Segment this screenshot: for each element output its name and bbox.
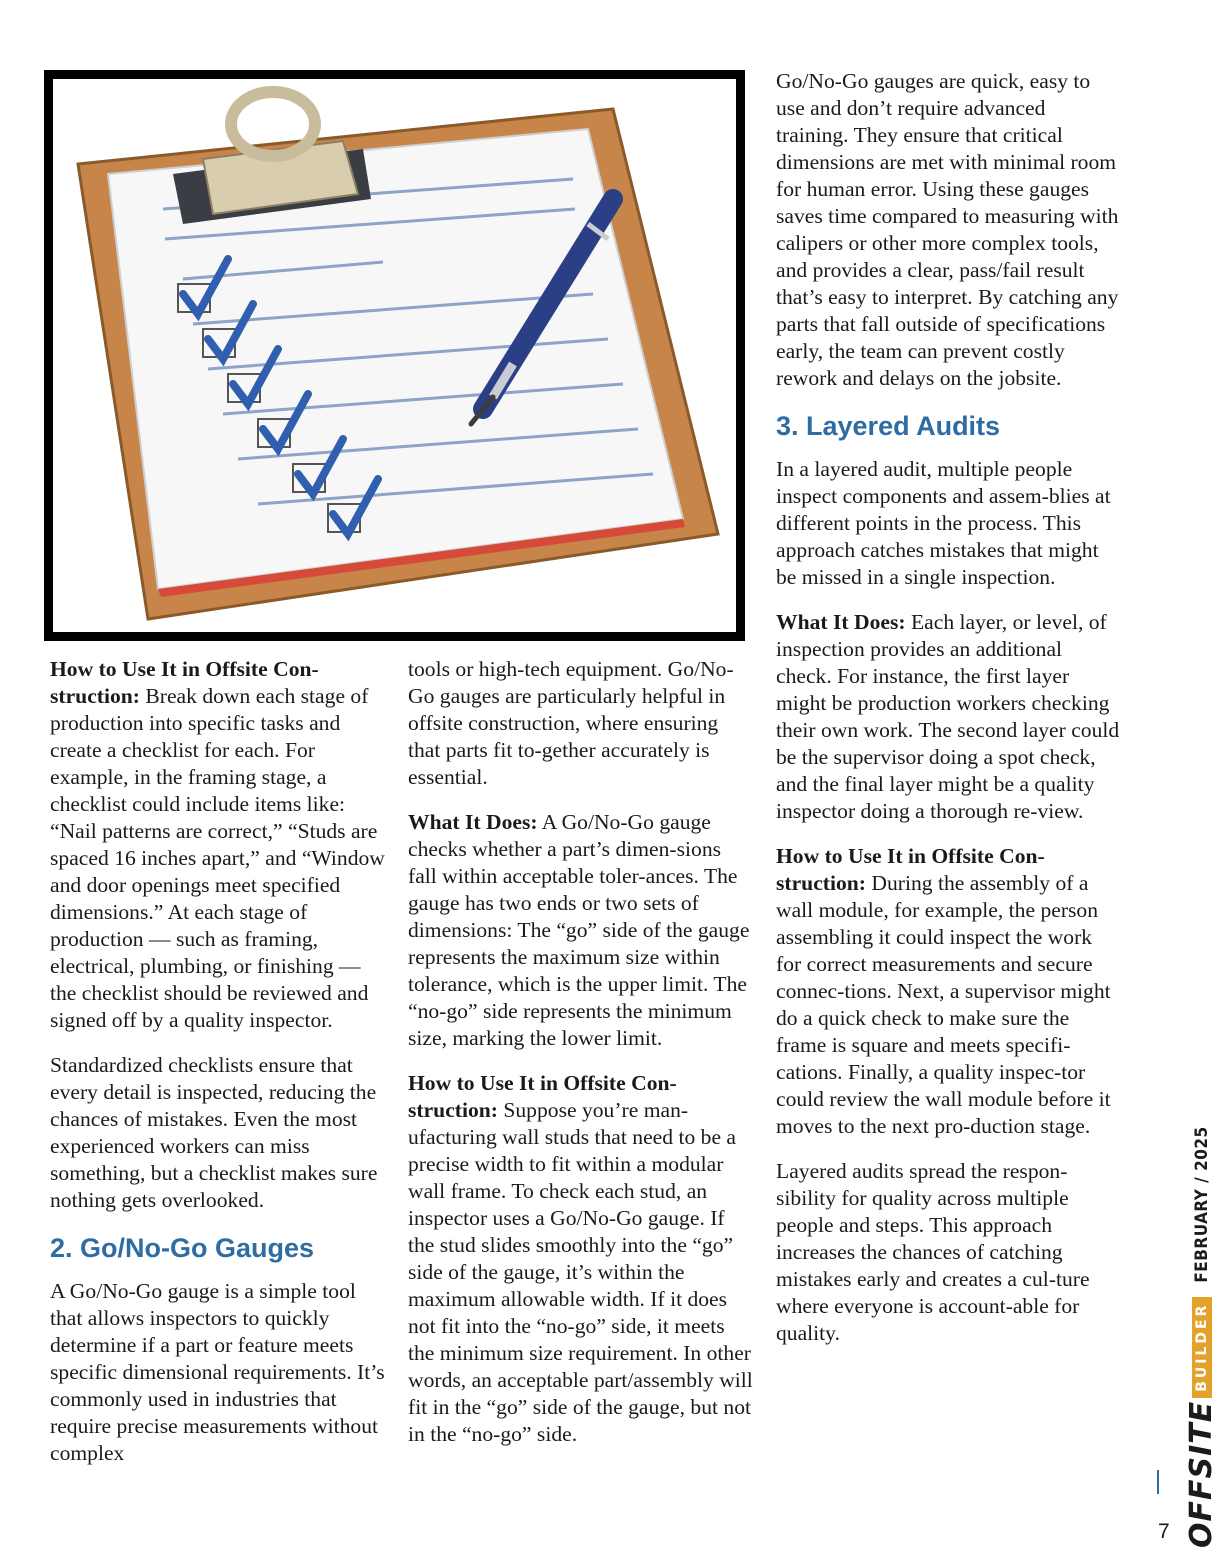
run-in-heading: How to Use It in Offsite Con-struction: (408, 1071, 677, 1122)
paragraph-what-it-does-gauge (408, 809, 753, 1052)
run-in-heading: How to Use It in Offsite Con-struction: (776, 844, 1045, 895)
paragraph-how-to-use-audits (776, 843, 1121, 1140)
paragraph-go-no-go-intro: A Go/No-Go gauge is a simple tool that allows inspectors to quickly determine if a part or feature meets specific dimensional requirements. It’s commonly used in industries that require precise measurements without complex (50, 1279, 385, 1465)
column-middle (408, 656, 753, 1466)
run-in-heading: What It Does: (408, 810, 538, 834)
run-in-heading: How to Use It in Offsite Con-struction: (50, 657, 319, 708)
paragraph-standardized-checklists: Standardized checklists ensure that every detail is inspected, reducing the chances of mistakes. Even the most experienced workers can miss something, but a checklist makes sure nothing gets overlooked. (50, 1053, 378, 1212)
page-number: 7 (1158, 1520, 1170, 1543)
section-heading-layered-audits: 3. Layered Audits (776, 411, 1001, 441)
brand-builder: BUILDER (1192, 1297, 1212, 1398)
paragraph-text: During the assembly of a wall module, for example, the person assembling it could inspect the work for correct measurements and secure connec-tions. Next, a supervisor might do a quick check to make sure the frame is square and meets specifi-cations. Finally, a quality inspec-tor could review the wall module before it moves to the next pro-duction stage. (776, 871, 1111, 1138)
brand-offsite: OFFSITE (1184, 1400, 1219, 1548)
clipboard-illustration (53, 79, 736, 632)
paragraph-how-to-use-gauge (408, 1070, 753, 1448)
footer-rule (1157, 1470, 1159, 1494)
paragraph-text: Break down each stage of production into specific tasks and create a checklist for each. For example, in the framing stage, a checklist could include items like: “Nail patterns are correct,” “Studs are spaced 16 inches apart,” and “Window and door openings meet specified dimensions.” At each stage of production — such as framing, electrical, plumbing, or finishing — the checklist should be reviewed and signed off by a quality inspector. (50, 684, 385, 1032)
paragraph-go-no-go-continued: tools or high-tech equipment. Go/No-Go gauges are particularly helpful in offsite construction, where ensuring that parts fit to-gether accurately is essential. (408, 657, 734, 789)
magazine-branding (1184, 1126, 1219, 1548)
paragraph-text: Each layer, or level, of inspection provides an additional check. For instance, the first layer might be production workers checking their own work. The second layer could be the supervisor doing a spot check, and the final layer might be a quality inspector doing a thorough re-view. (776, 610, 1120, 823)
paragraph-what-it-does-audits (776, 609, 1121, 825)
paragraph-text: A Go/No-Go gauge checks whether a part’s dimen-sions fall within acceptable toler-ances. The gauge has two ends or two sets of dimensions: The “go” side of the gauge represents the maximum size within tolerance, which is the upper limit. The “no-go” side represents the minimum size, marking the lower limit. (408, 810, 750, 1050)
column-left (50, 656, 388, 1485)
issue-date: FEBRUARY / 2025 (1191, 1126, 1212, 1283)
column-right (776, 68, 1121, 1365)
paragraph-text: Suppose you’re man-ufacturing wall studs that need to be a precise width to fit within a modular wall frame. To check each stud, an inspector uses a Go/No-Go gauge. If the stud slides smoothly into the “go” side of the gauge, it’s within the maximum allowable width. If it does not fit into the “no-go” side, it meets the minimum size requirement. In other words, an acceptable part/assembly will fit in the “go” side of the gauge, but not in the “no-go” side. (408, 1098, 753, 1446)
run-in-heading: What It Does: (776, 610, 906, 634)
paragraph-gauge-benefits: Go/No-Go gauges are quick, easy to use and don’t require advanced training. They ensure that critical dimensions are met with minimal room for human error. Using these gauges saves time compared to measuring with calipers or other more complex tools, and provides a clear, pass/fail result that’s easy to interpret. By catching any parts that fall outside of specifications early, the team can prevent costly rework and delays on the jobsite. (776, 69, 1119, 390)
paragraph-layered-audits-summary: Layered audits spread the respon-sibility for quality across multiple people and steps. This approach increases the chances of catching mistakes early and creates a cul-ture where everyone is account-able for quality. (776, 1159, 1090, 1345)
clipboard-checklist-photo (44, 70, 745, 641)
section-heading-go-no-go: 2. Go/No-Go Gauges (50, 1233, 315, 1263)
paragraph-how-to-use-checklists (50, 656, 388, 1034)
paragraph-layered-audits-intro: In a layered audit, multiple people inspect components and assem-blies at different points in the process. This approach catches mistakes that might be missed in a single inspection. (776, 457, 1111, 589)
